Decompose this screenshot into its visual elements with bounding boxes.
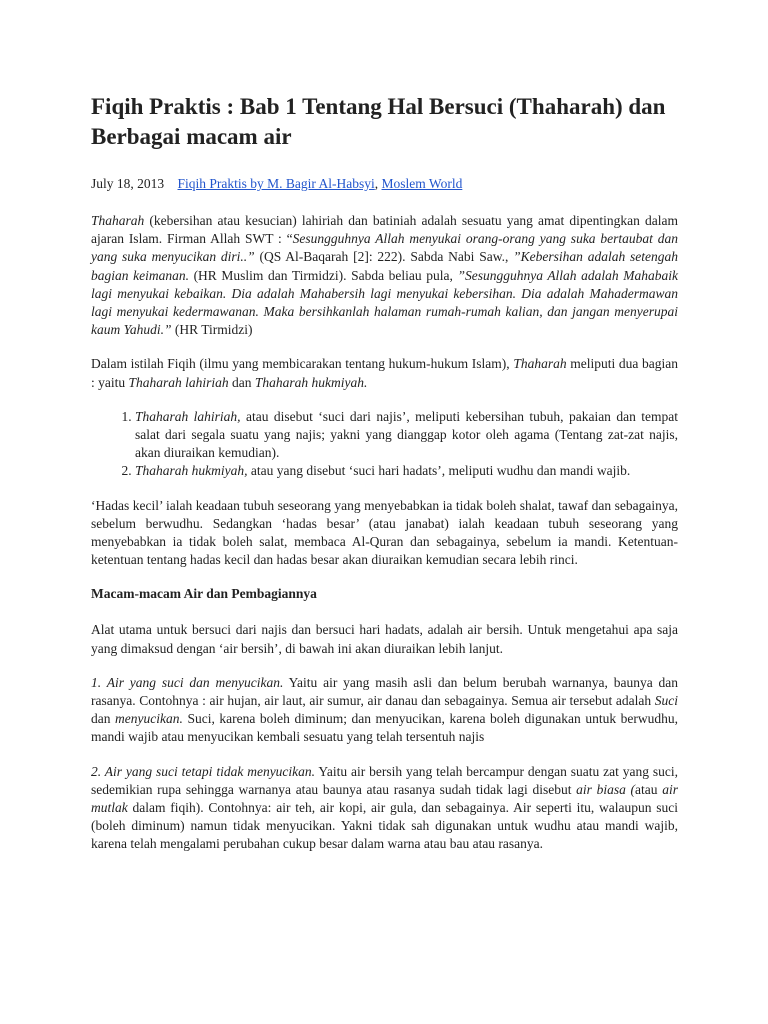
- p1-h: (HR Tirmidzi): [171, 322, 253, 338]
- paragraph-air-suci-tidak-menyucikan: [91, 763, 678, 854]
- p5-c: Suci: [654, 693, 678, 709]
- paragraph-air-bersih: Alat utama untuk bersuci dari najis dan bersuci hari hadats, adalah air bersih. Untuk mengetahui apa saja yang dimaksud dengan ‘air bersih’, di bawah ini akan diuraikan lebih lanjut.: [91, 622, 678, 656]
- p5-b: Yaitu air yang masih asli dan belum berubah warnanya, baunya dan rasanya. Contohnya : air hujan, air laut, air sumur, air danau dan sebagainya. Semua air tersebut adalah: [91, 674, 679, 709]
- paragraph-hadas: ‘Hadas kecil’ ialah keadaan tubuh seseorang yang menyebabkan ia tidak boleh shalat, tawaf dan sebagainya, sebelum berwudhu. Sedangkan ‘hadas besar’ (atau janabat) ialah keadaan tubuh seseorang yang menyebabkan ia tidak boleh salat, membaca Al-Quran dan sebagainya, sebelum ia mandi. Ketentuan-ketentuan tentang hadas kecil dan hadas besar akan diuraikan kemudian secara lebih rinci.: [91, 497, 678, 568]
- category-separator: ,: [374, 176, 382, 191]
- p1-d: (QS Al-Baqarah [2]: 222). Sabda Nabi Saw.,: [254, 249, 514, 265]
- category-link-moslem-world[interactable]: Moslem World: [381, 176, 463, 191]
- article: [91, 92, 678, 870]
- list-item: [135, 408, 678, 463]
- paragraph-air-suci-menyucikan: [91, 674, 678, 747]
- list-item: [135, 462, 678, 480]
- thaharah-list: [91, 408, 678, 481]
- p5-f: Suci, karena boleh diminum; dan menyucikan, karena boleh digunakan untuk berwudhu, mandi wajib atau menyucikan kembali sesuatu yang telah tersentuh najis: [91, 711, 678, 745]
- paragraph-fiqih-definition: [91, 355, 678, 391]
- list-item-term: Thaharah lahiriah,: [135, 408, 241, 424]
- p1-b: (kebersihan atau kesucian) lahiriah dan batiniah adalah sesuatu yang amat dipentingkan dalam ajaran Islam. Firman Allah SWT : “: [91, 213, 678, 247]
- p2-e: dan: [228, 374, 255, 390]
- p6-e: air mutlak: [91, 781, 678, 816]
- section-heading-macam-air: Macam-macam Air dan Pembagiannya: [91, 586, 317, 602]
- p2-c: meliputi dua bagian : yaitu: [91, 356, 678, 390]
- p1-e: ”Kebersihan adalah setengah bagian keimanan.: [91, 249, 679, 283]
- p2-f: Thaharah hukmiyah.: [254, 374, 368, 390]
- p6-f: dalam fiqih). Contohnya: air teh, air kopi, air gula, dan sebagainya. Air seperti itu, walaupun suci (boleh diminum) namun tidak menyucikan. Yakni tidak sah digunakan untuk wudhu atau mandi wajib, karena telah mengalami perubahan cukup besar dalam warna atau bau atau rasanya.: [91, 800, 678, 852]
- p5-d: dan: [91, 711, 116, 727]
- p6-a: 2. Air yang suci tetapi tidak menyucikan.: [91, 763, 316, 779]
- p2-d: Thaharah lahiriah: [128, 374, 229, 390]
- article-title: Fiqih Praktis : Bab 1 Tentang Hal Bersuci (Thaharah) dan Berbagai macam air: [91, 94, 666, 149]
- p2-a: Dalam istilah Fiqih (ilmu yang membicarakan tentang hukum-hukum Islam),: [91, 356, 514, 372]
- post-meta: [91, 174, 678, 194]
- list-item-text: atau disebut ‘suci dari najis’, meliputi kebersihan tubuh, pakaian dan tempat salat dari segala suatu yang najis; yakni yang dianggap kotor oleh agama (Tentang zat-zat najis, akan diuraikan kemudian).: [135, 408, 678, 461]
- list-item-text: atau yang disebut ‘suci hari hadats’, meliputi wudhu dan mandi wajib.: [247, 463, 631, 479]
- paragraph-thaharah-intro: [91, 212, 678, 339]
- category-link-fiqih-praktis[interactable]: Fiqih Praktis by M. Bagir Al-Habsyi: [177, 176, 375, 191]
- p1-g: ”Sesungguhnya Allah adalah Mahabaik lagi menyukai kebaikan. Dia adalah Mahabersih lagi menyukai kebersihan. Dia adalah Mahadermawan lagi menyukai kedermawanan. Maka bersihkanlah halaman rumah-rumah kalian, dan jangan menyerupai kaum Yahudi.”: [91, 267, 678, 338]
- p6-d: atau: [635, 781, 663, 797]
- p5-a: 1. Air yang suci dan menyucikan.: [91, 674, 284, 690]
- p1-f: (HR Muslim dan Tirmidzi). Sabda beliau pula,: [188, 267, 458, 283]
- p5-e: menyucikan.: [115, 711, 183, 727]
- p1-a: Thaharah: [91, 213, 145, 228]
- post-date: July 18, 2013: [91, 176, 165, 191]
- p6-b: Yaitu air bersih yang telah bercampur dengan suatu zat yang suci, sedemikian rupa sehingga warnanya atau baunya atau rasanya sudah tidak lagi disebut: [91, 763, 678, 797]
- p1-c: Sesungguhnya Allah menyukai orang-orang yang suka bertaubat dan yang suka menyucikan diri..”: [91, 231, 678, 265]
- list-item-term: Thaharah hukmiyah,: [135, 463, 248, 479]
- p2-b: Thaharah: [513, 356, 567, 372]
- p6-c: air biasa (: [576, 781, 636, 797]
